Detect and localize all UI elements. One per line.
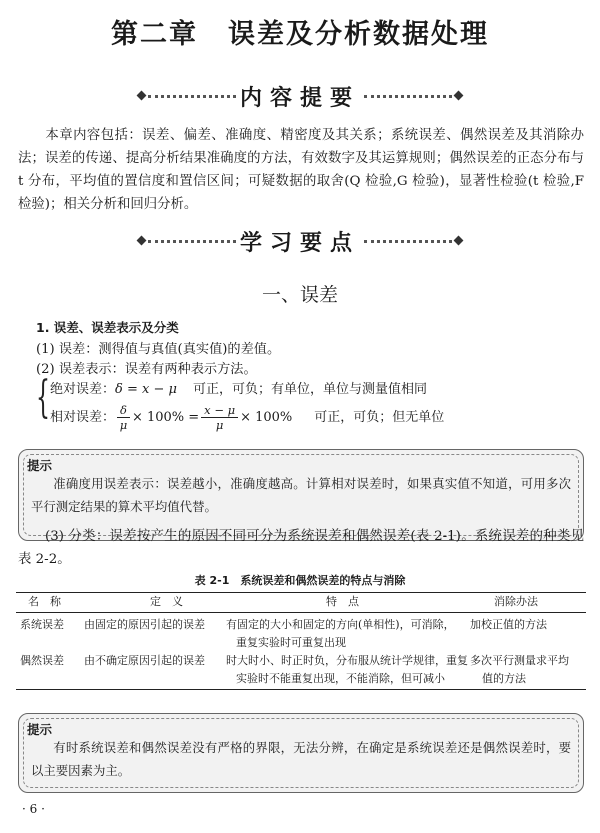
item-error-classification: (3) 分类：误差按产生的原因不同可分为系统误差和偶然误差(表 2-1)。系统误差的种类见表 2-2。 xyxy=(18,529,584,567)
relative-error-line xyxy=(50,403,444,432)
table-header-rule xyxy=(16,612,586,613)
table-header-features: 特 点 xyxy=(326,595,359,608)
subsection-heading: 1. 误差、误差表示及分类 xyxy=(36,320,179,335)
summary-paragraph xyxy=(18,124,584,216)
table-bottom-rule xyxy=(16,689,586,690)
summary-text: 本章内容包括：误差、偏差、准确度、精密度及其关系；系统误差、偶然误差及其消除办法；误差的传递、提高分析结果准确度的方法，有效数字及其运算规则；偶然误差的正态分布与 t 分布，平均值的置信度和置信区间；可疑数据的取舍(Q 检验,G 检验)，显著性检验(t 检验,F 检验)；相关分析和回归分析。 xyxy=(18,128,584,212)
summary-banner-label: 内容提要 xyxy=(239,86,360,111)
dotted-ornament xyxy=(364,240,452,243)
table-top-rule xyxy=(16,592,586,593)
row-feature-line: 时大时小、时正时负，分布服从统计学规律，重复 xyxy=(226,654,468,667)
item-error-representation: (2) 误差表示：误差有两种表示方法。 xyxy=(36,362,257,377)
table-caption: 表 2-1 系统误差和偶然误差的特点与消除 xyxy=(194,574,406,587)
row-name: 偶然误差 xyxy=(20,654,64,667)
row-remedy: 加校正值的方法 xyxy=(470,618,547,631)
brace-icon: { xyxy=(36,372,50,423)
chapter-title xyxy=(0,12,600,51)
keypoints-banner xyxy=(0,225,600,257)
row-remedy: 值的方法 xyxy=(482,672,526,685)
relative-error-label: 相对误差： xyxy=(50,410,116,425)
tip-text: 有时系统误差和偶然误差没有严格的界限，无法分辨，在确定是系统误差还是偶然误差时，要以主要因素为主。 xyxy=(31,740,571,778)
dotted-ornament xyxy=(364,95,452,98)
absolute-error-formula: δ = x − μ xyxy=(115,382,177,397)
absolute-error-label: 绝对误差： xyxy=(50,382,116,397)
table-header-remedy: 消除办法 xyxy=(494,595,538,608)
times-percent-equals: × 100% = xyxy=(131,410,200,425)
row-name: 系统误差 xyxy=(20,618,64,631)
tip-label: 提示 xyxy=(27,458,53,473)
section-heading: 一、误差 xyxy=(261,284,338,306)
chapter-name: 误差及分析数据处理 xyxy=(228,19,489,50)
row-feature-line: 重复实验时可重复出现 xyxy=(236,636,346,649)
times-percent: × 100% xyxy=(240,410,293,425)
keypoints-banner-label: 学习要点 xyxy=(239,231,360,256)
row-definition: 由固定的原因引起的误差 xyxy=(84,618,205,631)
fraction-x-minus-mu-over-mu: $\frac{x - \mu}{\mu}$ xyxy=(201,403,238,432)
absolute-error-line xyxy=(50,378,427,397)
tip-box xyxy=(18,713,584,793)
tip-text: 准确度用误差表示：误差越小，准确度越高。计算相对误差时，如果真实值不知道，可用多次平行测定结果的算术平均值代替。 xyxy=(31,476,571,514)
row-feature-line: 实验时不能重复出现，不能消除，但可减小 xyxy=(236,672,445,685)
row-feature-line: 有固定的大小和固定的方向(单相性)，可消除， xyxy=(226,618,455,631)
table-header-definition: 定 义 xyxy=(150,595,183,608)
item-error-definition: (1) 误差：测得值与真值(真实值)的差值。 xyxy=(36,342,281,357)
row-definition: 由不确定原因引起的误差 xyxy=(84,654,205,667)
table-header-name: 名 称 xyxy=(28,595,61,608)
fraction-delta-over-mu: $\frac{\delta}{\mu}$ xyxy=(117,403,130,432)
absolute-error-note: 可正，可负；有单位，单位与测量值相同 xyxy=(192,382,427,397)
relative-error-note: 可正，可负；但无单位 xyxy=(314,410,445,425)
row-remedy: 多次平行测量求平均 xyxy=(470,654,569,667)
page-number: · 6 · xyxy=(22,802,45,816)
chapter-number: 第二章 xyxy=(111,19,198,50)
summary-banner xyxy=(0,80,600,112)
tip-label: 提示 xyxy=(27,722,53,737)
